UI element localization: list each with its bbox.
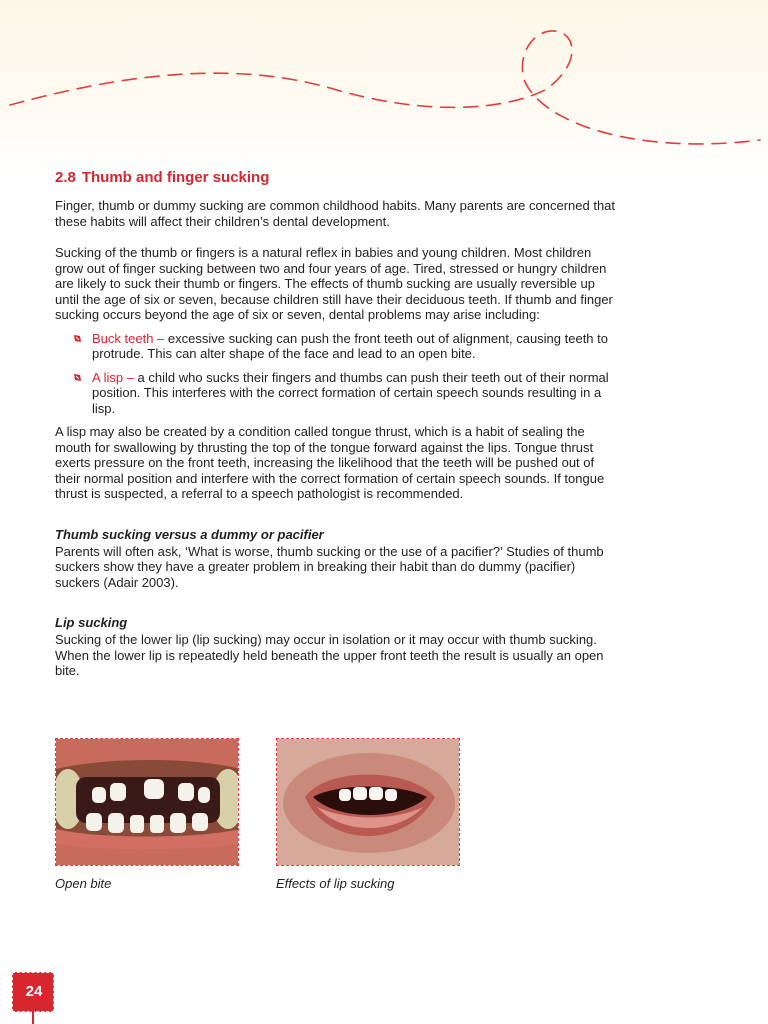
list-item — [55, 370, 620, 417]
bullet-text: a child who sucks their fingers and thumbs can push their teeth out of their normal position. This interferes with the correct formation of certain speech sounds resulting in a lisp. — [92, 369, 609, 416]
intro-paragraph: Finger, thumb or dummy sucking are common childhood habits. Many parents are concerned that these habits will affect their children’s dental development. — [55, 198, 616, 229]
section-number: 2.8 — [55, 169, 76, 186]
problem-list — [55, 331, 620, 417]
caption-open-bite: Open bite — [55, 876, 112, 891]
page-number: 24 — [25, 983, 43, 1000]
bullet-term: A lisp – — [92, 369, 134, 385]
page-number-badge — [12, 972, 54, 1012]
bullet-term: Buck teeth – — [92, 330, 165, 346]
caption-lip-sucking: Effects of lip sucking — [276, 876, 395, 891]
list-item — [55, 331, 620, 362]
section-title: Thumb and finger sucking — [81, 169, 270, 186]
section-heading — [55, 168, 620, 188]
subheading-pacifier: Thumb sucking versus a dummy or pacifier — [55, 526, 324, 542]
page-marker-line — [32, 1010, 34, 1024]
pacifier-paragraph: Parents will often ask, ‘What is worse, thumb sucking or the use of a pacifier?’ Studies of thumb suckers show they have a greater problem in breaking their habit than do dummy (pacifier) suckers (Adair 2003). — [55, 543, 604, 590]
subheading-lip-sucking: Lip sucking — [55, 615, 128, 630]
lip-sucking-photo — [276, 738, 460, 866]
bullet-text: excessive sucking can push the front teeth out of alignment, causing teeth to protrude. This can alter shape of the face and lead to an open bite. — [92, 330, 608, 361]
dashed-ribbon-decoration — [0, 0, 768, 170]
open-bite-photo — [55, 738, 239, 866]
reflex-paragraph: Sucking of the thumb or fingers is a natural reflex in babies and young children. Most children grow out of finger sucking between two and four years of age. Tired, stressed or hungry children are likely to suck their thumb or fingers. The effects of thumb sucking are usually reversible up until the age of six or seven, because children still have their deciduous teeth. If thumb and finger sucking occurs beyond the age of six or seven, dental problems may arise including: — [55, 245, 613, 322]
bullet-icon — [73, 373, 82, 382]
lip-sucking-paragraph: Sucking of the lower lip (lip sucking) may occur in isolation or it may occur with thumb sucking. When the lower lip is repeatedly held beneath the upper front teeth the result is usually an open bite. — [55, 632, 604, 678]
tongue-thrust-paragraph: A lisp may also be created by a condition called tongue thrust, which is a habit of sealing the mouth for swallowing by thrusting the top of the tongue forward against the lips. Tongue thrust exerts pressure on the front teeth, increasing the likelihood that the teeth will be pushed out of their normal position and interfere with the correct formation of certain speech sounds. If tongue thrust is suspected, a referral to a speech pathologist is recommended. — [55, 424, 605, 501]
bullet-icon — [73, 334, 82, 343]
main-content — [55, 168, 620, 679]
